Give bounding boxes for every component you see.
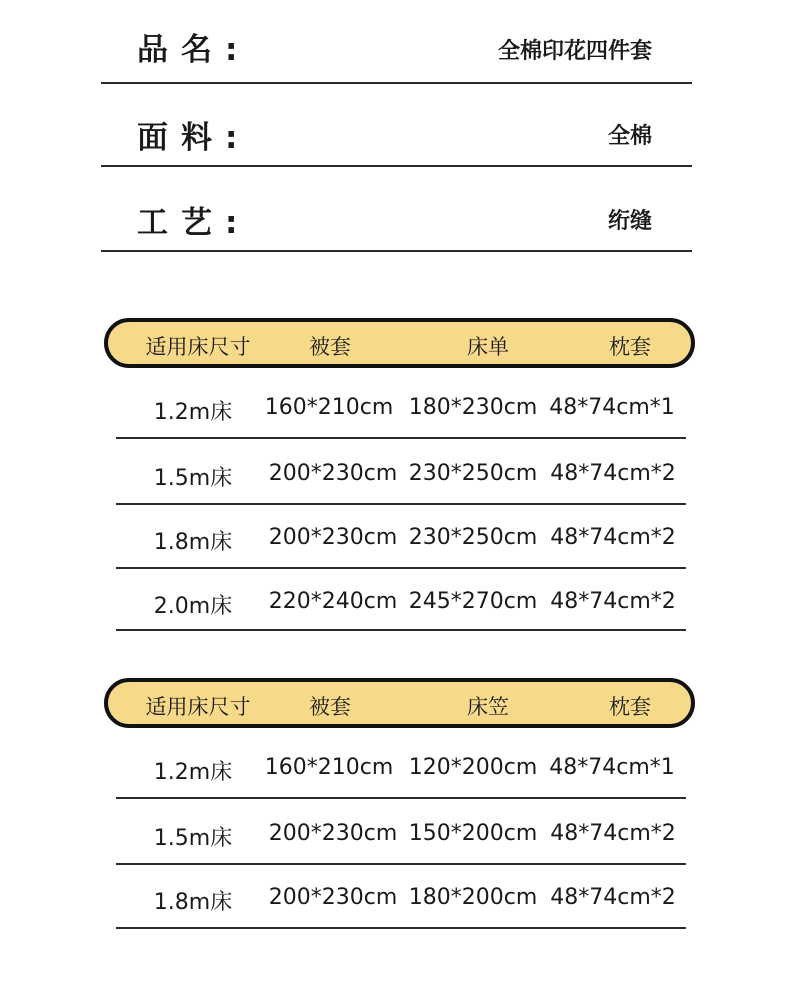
cell-sheet: 230*250cm: [408, 461, 538, 486]
spec-label: 工艺:: [137, 205, 251, 241]
cell-duvet: 160*210cm: [264, 755, 394, 780]
header-cell-bed-size: 适用床尺寸: [145, 695, 251, 719]
cell-pillowcase: 48*74cm*2: [550, 589, 676, 614]
spec-value: 全棉: [607, 124, 652, 149]
cell-duvet: 200*230cm: [268, 885, 398, 910]
cell-fitted-sheet: 180*200cm: [408, 885, 538, 910]
cell-bed-size: 1.8m床: [153, 890, 233, 915]
table2-row: [116, 865, 686, 929]
table1-row: [116, 439, 686, 505]
spec-value: 全棉印花四件套: [497, 39, 652, 64]
header-cell-duvet: 被套: [309, 695, 351, 719]
cell-bed-size: 1.5m床: [153, 466, 233, 491]
table1-row: [116, 505, 686, 569]
cell-pillowcase: 48*74cm*1: [549, 755, 675, 780]
cell-pillowcase: 48*74cm*2: [550, 885, 676, 910]
cell-sheet: 180*230cm: [408, 395, 538, 420]
table1-row: [116, 569, 686, 631]
header-cell-pillowcase: 枕套: [609, 335, 651, 359]
cell-duvet: 200*230cm: [268, 461, 398, 486]
table2-row: [116, 735, 686, 799]
header-cell-fitted-sheet: 床笠: [467, 695, 509, 719]
cell-bed-size: 1.2m床: [153, 760, 233, 785]
spec-row-fabric: [101, 83, 692, 167]
cell-bed-size: 1.2m床: [153, 400, 233, 425]
cell-pillowcase: 48*74cm*2: [550, 525, 676, 550]
table2-row: [116, 799, 686, 865]
cell-fitted-sheet: 150*200cm: [408, 821, 538, 846]
table1-row: [116, 375, 686, 439]
header-cell-bed-size: 适用床尺寸: [145, 335, 251, 359]
header-cell-sheet: 床单: [467, 335, 509, 359]
spec-row-name: [101, 0, 692, 84]
cell-pillowcase: 48*74cm*1: [549, 395, 675, 420]
cell-fitted-sheet: 120*200cm: [408, 755, 538, 780]
cell-bed-size: 2.0m床: [153, 594, 233, 619]
spec-label: 品名:: [137, 32, 251, 68]
cell-duvet: 200*230cm: [268, 821, 398, 846]
cell-bed-size: 1.5m床: [153, 826, 233, 851]
cell-pillowcase: 48*74cm*2: [550, 461, 676, 486]
table2-header: [104, 678, 695, 728]
cell-duvet: 220*240cm: [268, 589, 398, 614]
cell-sheet: 245*270cm: [408, 589, 538, 614]
header-cell-pillowcase: 枕套: [609, 695, 651, 719]
table1-header: [104, 318, 695, 368]
cell-sheet: 230*250cm: [408, 525, 538, 550]
cell-bed-size: 1.8m床: [153, 530, 233, 555]
spec-label: 面料:: [137, 120, 251, 156]
spec-value: 绗缝: [607, 209, 652, 234]
cell-pillowcase: 48*74cm*2: [550, 821, 676, 846]
cell-duvet: 160*210cm: [264, 395, 394, 420]
cell-duvet: 200*230cm: [268, 525, 398, 550]
header-cell-duvet: 被套: [309, 335, 351, 359]
spec-row-craft: [101, 168, 692, 252]
